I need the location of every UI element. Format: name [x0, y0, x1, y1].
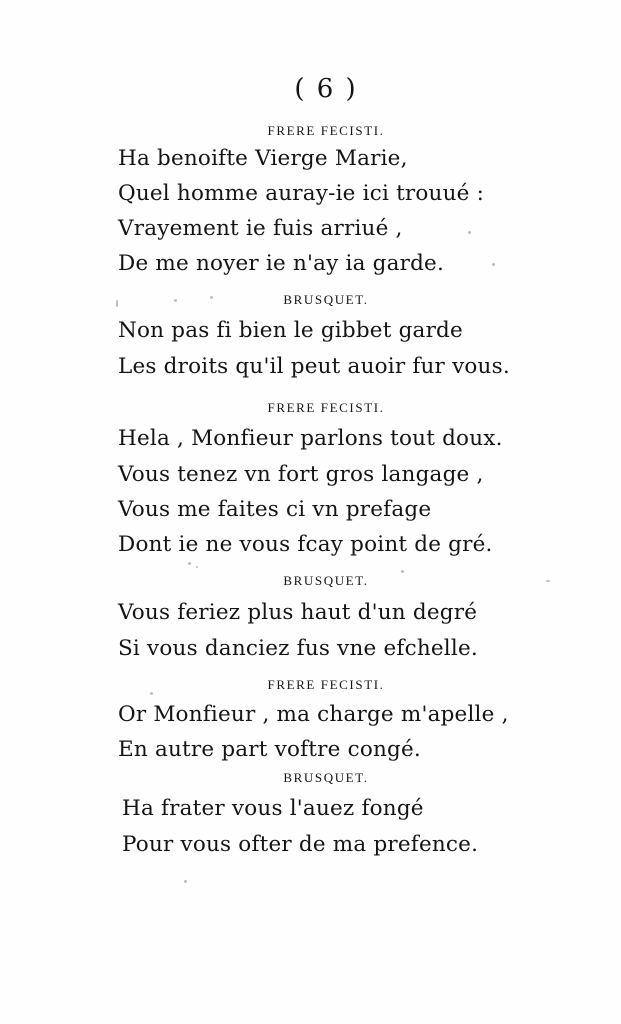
- verse-line: Vrayement ie fuis arriué ,: [118, 216, 403, 241]
- verse-line: Ha frater vous l'auez fongé: [122, 796, 424, 821]
- print-speck: [116, 300, 118, 307]
- verse-line: Vous tenez vn fort gros langage ,: [118, 462, 484, 487]
- verse-line: Dont ie ne vous fcay point de gré.: [118, 532, 493, 557]
- verse-line: Pour vous ofter de ma prefence.: [122, 832, 479, 857]
- print-speck: [401, 570, 404, 573]
- verse-line: Ha benoifte Vierge Marie,: [118, 146, 408, 171]
- verse-line: Hela , Monfieur parlons tout doux.: [118, 426, 503, 451]
- verse-line: Les droits qu'il peut auoir fur vous.: [118, 354, 510, 379]
- verse-line: Si vous danciez fus vne efchelle.: [118, 636, 478, 661]
- speaker-heading: BRUSQUET.: [283, 573, 369, 588]
- verse-line: Or Monfieur , ma charge m'apelle ,: [118, 702, 509, 727]
- speaker-heading: BRUSQUET.: [283, 770, 369, 785]
- print-speck: [546, 580, 550, 582]
- print-speck: [210, 296, 213, 299]
- print-speck: [174, 299, 177, 302]
- speaker-heading: BRUSQUET.: [283, 292, 369, 307]
- verse-line: De me noyer ie n'ay ia garde.: [118, 251, 445, 276]
- verse-line: Non pas fi bien le gibbet garde: [118, 318, 463, 343]
- verse-line: Quel homme auray-ie ici trouué :: [118, 181, 485, 206]
- speaker-heading: FRERE FECISTI.: [267, 400, 385, 415]
- speaker-heading: FRERE FECISTI.: [267, 677, 385, 692]
- verse-line: Vous feriez plus haut d'un degré: [118, 600, 478, 625]
- print-speck: [492, 263, 495, 266]
- print-speck: [468, 231, 471, 234]
- print-speck: [184, 880, 187, 883]
- verse-line: En autre part voftre congé.: [118, 737, 421, 762]
- print-speck: [188, 562, 191, 565]
- page-number: ( 6 ): [294, 74, 358, 104]
- verse-line: Vous me faites ci vn prefage: [118, 497, 432, 522]
- print-speck: [196, 566, 198, 568]
- speaker-heading: FRERE FECISTI.: [267, 123, 385, 138]
- print-speck: [150, 692, 153, 695]
